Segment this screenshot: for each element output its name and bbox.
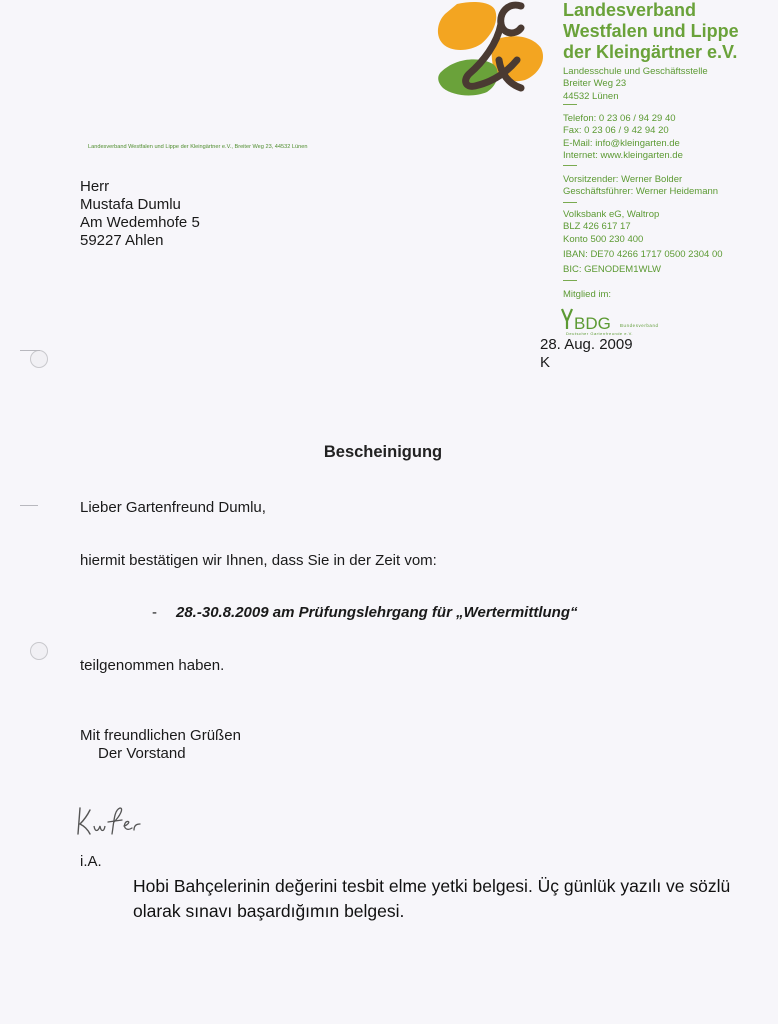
letterhead-divider — [563, 165, 577, 166]
org-name-line: der Kleingärtner e.V. — [563, 42, 738, 62]
course-description: 28.-30.8.2009 am Prüfungslehrgang für „Wertermittlung“ — [176, 604, 578, 621]
org-address — [563, 66, 708, 103]
bank-bic: BIC: GENODEM1WLW — [563, 264, 661, 276]
board-chair: Vorsitzender: Werner Bolder — [563, 174, 683, 185]
closing-block — [80, 727, 241, 763]
ia-text: i.A. — [80, 853, 102, 870]
letter-date: 28. Aug. 2009 — [540, 336, 633, 353]
org-board — [563, 174, 718, 199]
recipient-salutation: Herr — [80, 178, 110, 195]
handwritten-note: Hobi Bahçelerinin değerini tesbit elme yetki belgesi. Üç günlük yazılı ve sözlü olarak sınavı başardığımın belgesi. — [133, 876, 731, 921]
signatory-text: Der Vorstand — [98, 745, 186, 762]
item-dash: - — [152, 604, 157, 621]
participation-text: teilgenommen haben. — [80, 657, 225, 674]
org-name — [563, 0, 739, 63]
sender-return-address: Landesverband Westfalen und Lippe der Kleingärtner e.V., Breiter Weg 23, 44532 Lünen — [88, 144, 308, 150]
bank-iban: IBAN: DE70 4266 1717 0500 2304 00 — [563, 248, 723, 260]
document-title-text: Bescheinigung — [323, 443, 443, 461]
letter-reference: K — [540, 354, 551, 371]
letterhead-divider — [563, 202, 577, 203]
letter-date-block — [540, 336, 633, 372]
intro-text: hiermit bestätigen wir Ihnen, dass Sie in der Zeit vom: — [80, 552, 437, 569]
contact-phone: Telefon: 0 23 06 / 94 29 40 — [563, 113, 676, 124]
handwritten-signature — [74, 800, 150, 840]
punch-hole — [30, 642, 48, 660]
bank-blz: BLZ 426 617 17 — [563, 221, 631, 233]
org-name-line: Westfalen und Lippe — [563, 21, 739, 41]
bdg-subtitle-1: Bundesverband — [620, 323, 659, 328]
contact-website: Internet: www.kleingarten.de — [563, 149, 683, 161]
org-bank — [563, 209, 723, 276]
document-title — [0, 443, 778, 462]
org-address-line: 44532 Lünen — [563, 90, 619, 102]
recipient-address — [80, 178, 200, 250]
bdg-logo-icon — [560, 305, 680, 337]
recipient-city: 59227 Ahlen — [80, 232, 164, 249]
course-item — [152, 604, 577, 621]
board-manager: Geschäftsführer: Werner Heidemann — [563, 186, 719, 198]
bank-name: Volksbank eG, Waltrop — [563, 209, 660, 220]
fold-mark — [20, 350, 40, 351]
bdg-logo-text: BDG — [574, 314, 611, 333]
letterhead-divider — [563, 280, 577, 281]
recipient-street: Am Wedemhofe 5 — [80, 214, 200, 231]
closing-text: Mit freundlichen Grüßen — [80, 727, 241, 744]
member-label: Mitglied im: — [563, 289, 612, 300]
bank-account: Konto 500 230 400 — [563, 233, 644, 245]
contact-fax: Fax: 0 23 06 / 9 42 94 20 — [563, 125, 669, 137]
recipient-name: Mustafa Dumlu — [80, 196, 181, 213]
letterhead-divider — [563, 104, 577, 105]
org-address-line: Breiter Weg 23 — [563, 78, 627, 90]
org-name-line: Landesverband — [563, 0, 697, 20]
greeting: Lieber Gartenfreund Dumlu, — [80, 499, 266, 516]
org-address-line: Landesschule und Geschäftsstelle — [563, 66, 708, 77]
kleingarten-logo-icon — [435, 0, 547, 100]
bdg-subtitle-2: Deutscher Gartenfreunde e.V. — [566, 331, 633, 336]
punch-hole — [30, 350, 48, 368]
contact-email: E-Mail: info@kleingarten.de — [563, 137, 680, 149]
org-contact — [563, 113, 683, 162]
fold-mark — [20, 505, 38, 506]
